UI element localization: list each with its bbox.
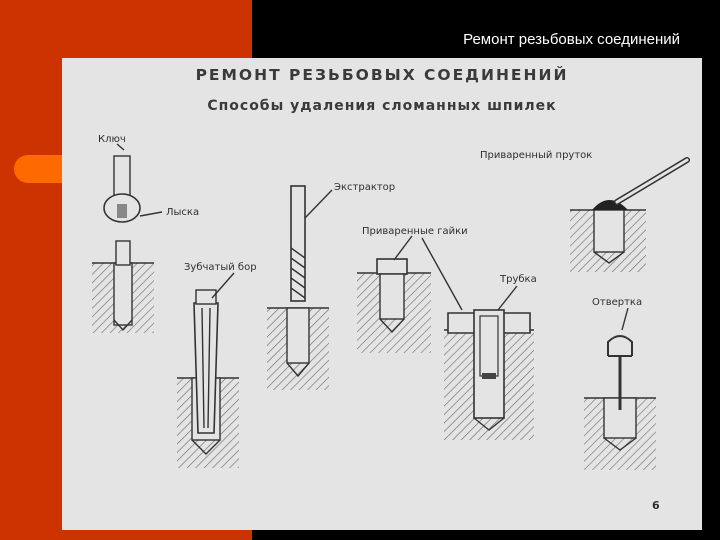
- method-toothed-bur: [177, 262, 257, 468]
- method-key-flat: [92, 134, 199, 333]
- label-welded-nuts: Приваренные гайки: [362, 226, 468, 237]
- label-toothed-bur: Зубчатый бор: [184, 262, 257, 273]
- sheet-subheading: Способы удаления сломанных шпилек: [207, 98, 557, 114]
- page-number: 6: [652, 499, 660, 512]
- label-screwdriver: Отвертка: [592, 297, 643, 308]
- label-flat: Лыска: [166, 207, 200, 218]
- sheet-heading: РЕМОНТ РЕЗЬБОВЫХ СОЕДИНЕНИЙ: [195, 66, 569, 84]
- slide-title: Ремонт резьбовых соединений: [463, 31, 680, 48]
- method-screwdriver: [584, 297, 656, 470]
- method-welded-rod: [480, 150, 687, 272]
- illustration-sheet: [62, 58, 702, 530]
- label-tube: Трубка: [500, 274, 537, 285]
- stud-removal-diagram: [62, 58, 702, 530]
- label-extractor: Экстрактор: [334, 182, 396, 193]
- label-welded-rod: Приваренный пруток: [480, 150, 593, 161]
- label-key: Ключ: [98, 134, 126, 145]
- method-tube: [422, 238, 537, 440]
